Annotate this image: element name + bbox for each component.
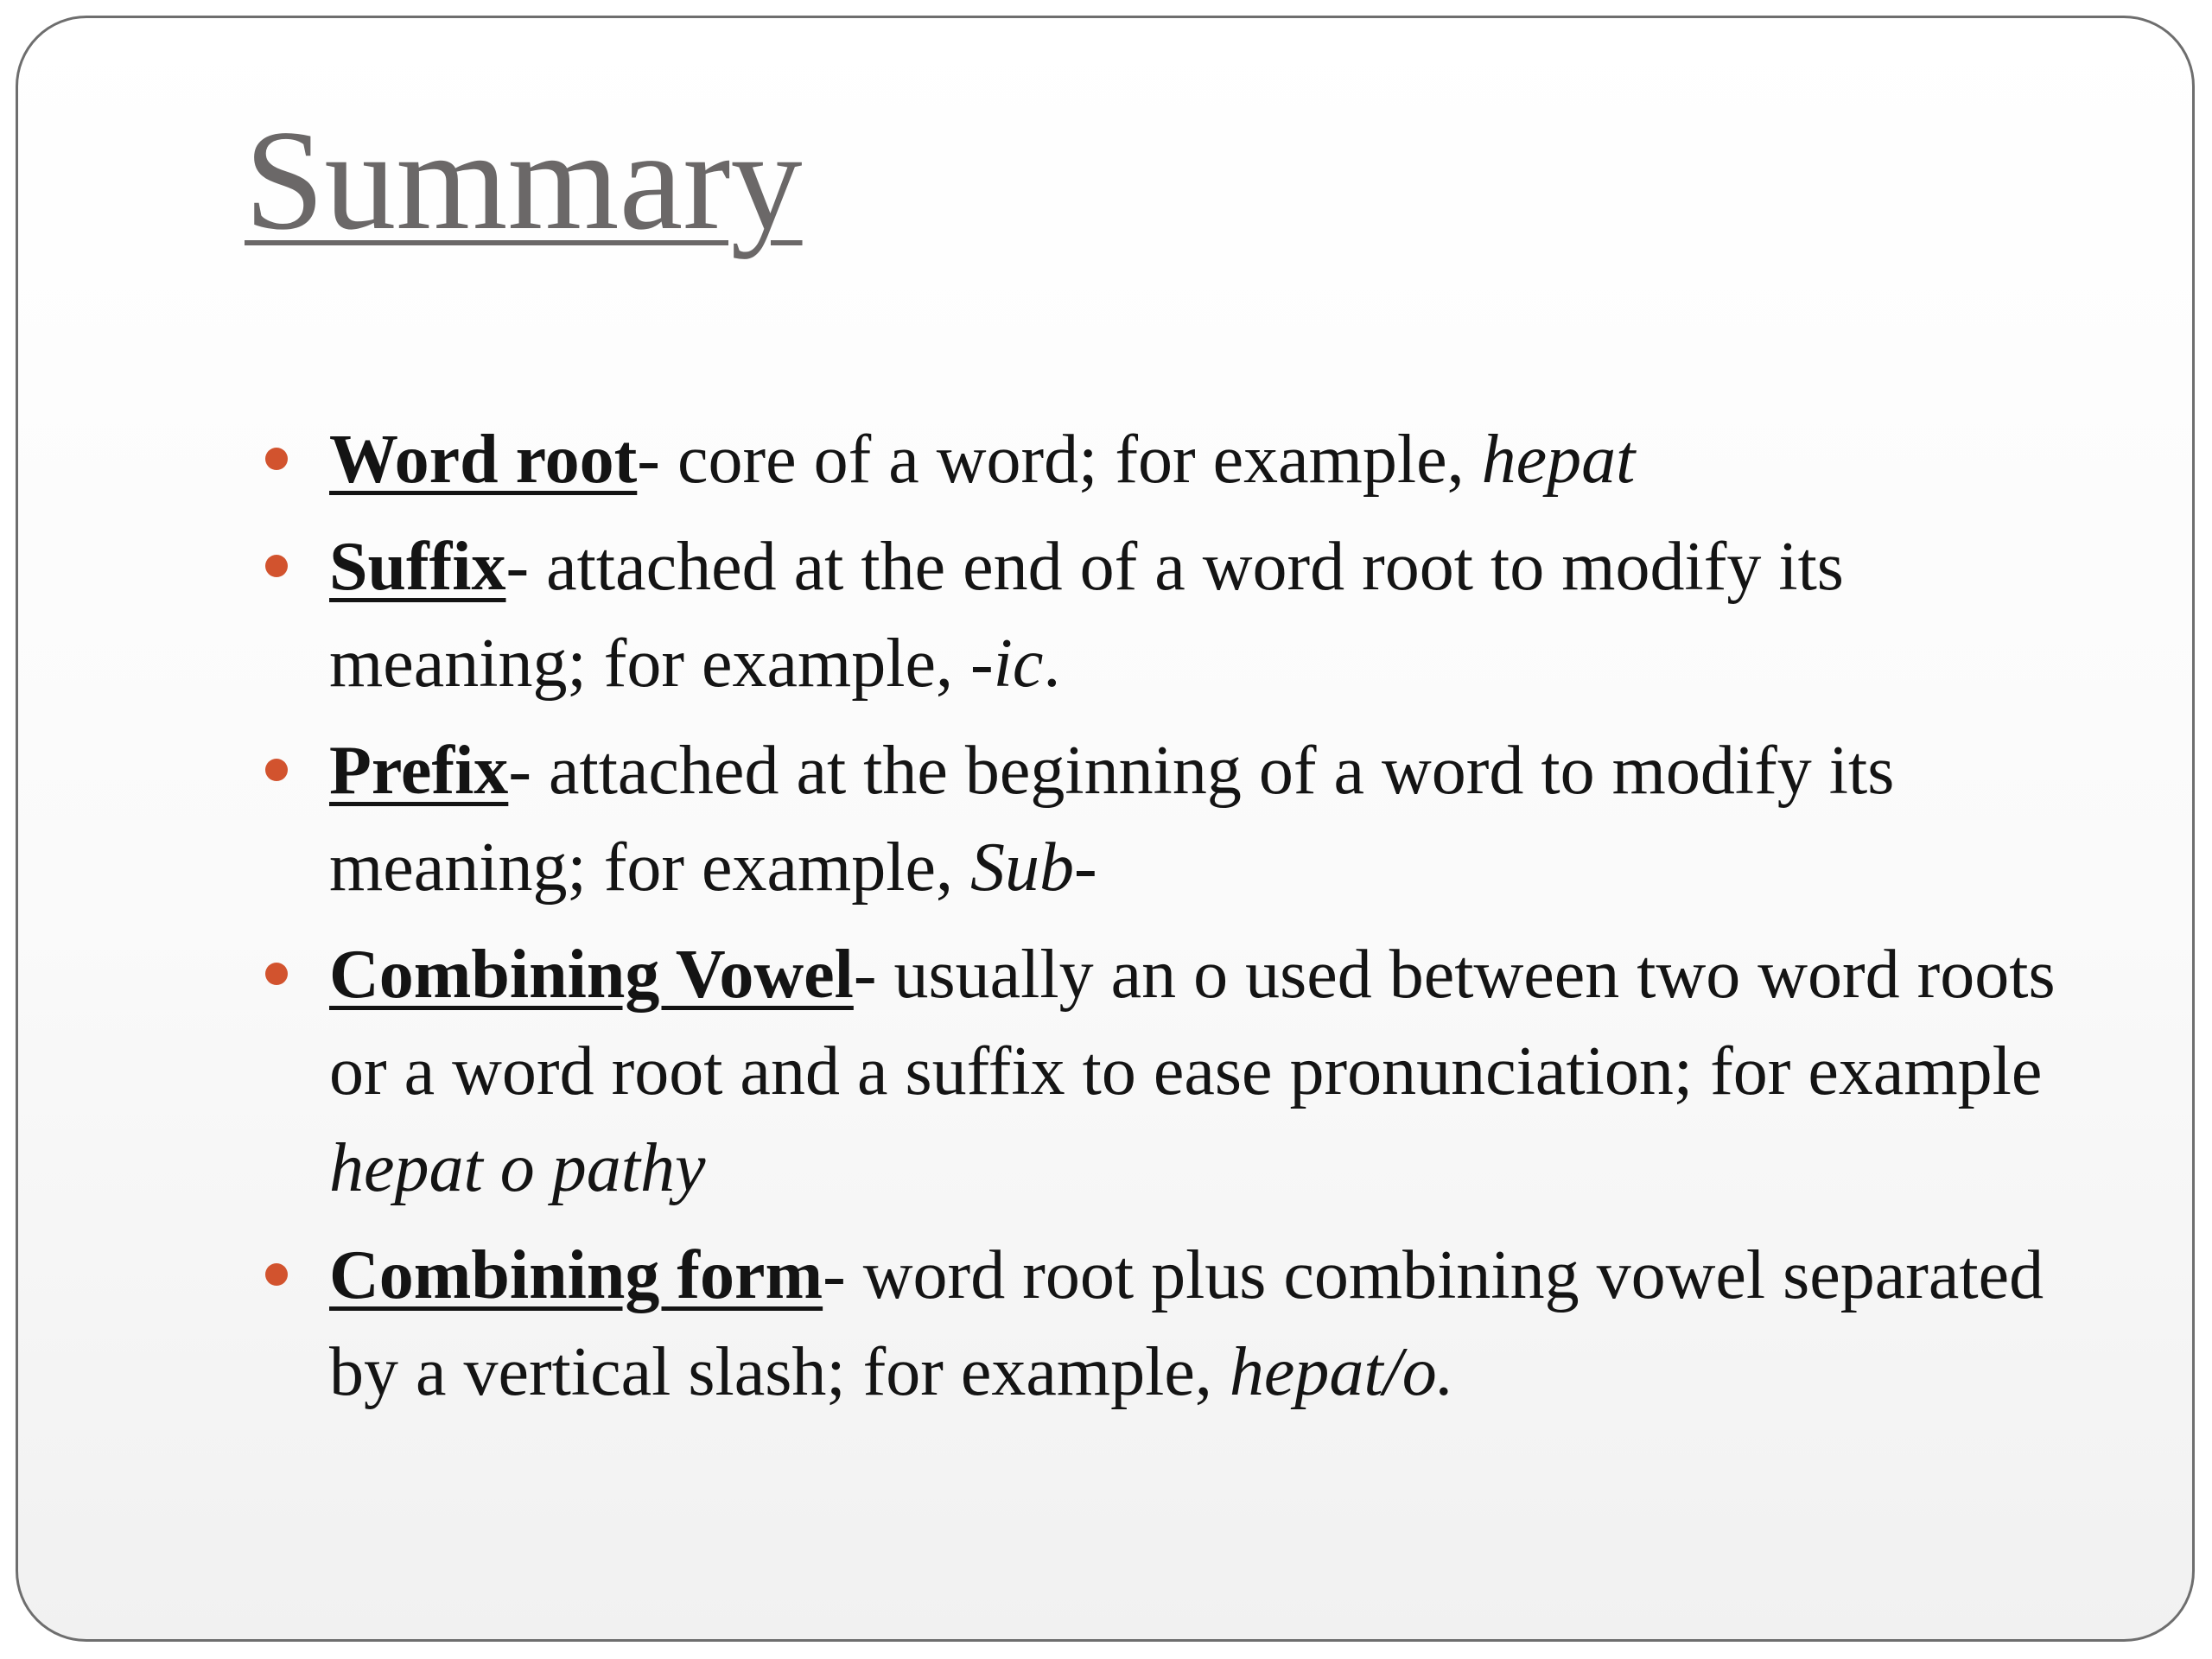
term-label: Suffix bbox=[329, 529, 506, 605]
example-text: hepat bbox=[1481, 422, 1636, 498]
example-text: hepat/o. bbox=[1229, 1334, 1454, 1410]
example-text: Sub- bbox=[969, 830, 1097, 906]
bullet-prefix bbox=[258, 722, 2056, 916]
slide bbox=[16, 16, 2195, 1642]
bullet-combining-vowel bbox=[258, 926, 2056, 1217]
example-text: hepat o pathy bbox=[329, 1130, 706, 1206]
term-label: Combining form bbox=[329, 1237, 823, 1313]
slide-title: Summary bbox=[245, 100, 803, 259]
bullet-dot-icon bbox=[265, 963, 288, 985]
bullet-list bbox=[258, 411, 2056, 1431]
tail-text: . bbox=[1043, 626, 1061, 702]
example-text: -ic bbox=[969, 626, 1044, 702]
term-label: Word root bbox=[329, 422, 638, 498]
definition-text: - core of a word; for example, bbox=[637, 422, 1482, 498]
bullet-dot-icon bbox=[265, 448, 288, 470]
bullet-combining-form bbox=[258, 1227, 2056, 1421]
term-label: Prefix bbox=[329, 733, 509, 809]
bullet-dot-icon bbox=[265, 555, 288, 577]
bullet-suffix bbox=[258, 518, 2056, 712]
bullet-dot-icon bbox=[265, 759, 288, 781]
bullet-word-root bbox=[258, 411, 2056, 508]
definition-text: - usually an o used between two word roots or a word root and a suffix to ease pronunciation; for example bbox=[329, 937, 2056, 1109]
definition-text: - attached at the beginning of a word to modify its meaning; for example, bbox=[329, 733, 1895, 906]
term-label: Combining Vowel bbox=[329, 937, 854, 1013]
definition-text: - attached at the end of a word root to modify its meaning; for example, bbox=[329, 529, 1844, 702]
bullet-dot-icon bbox=[265, 1263, 288, 1286]
definition-text: - word root plus combining vowel separated by a vertical slash; for example, bbox=[329, 1237, 2044, 1410]
